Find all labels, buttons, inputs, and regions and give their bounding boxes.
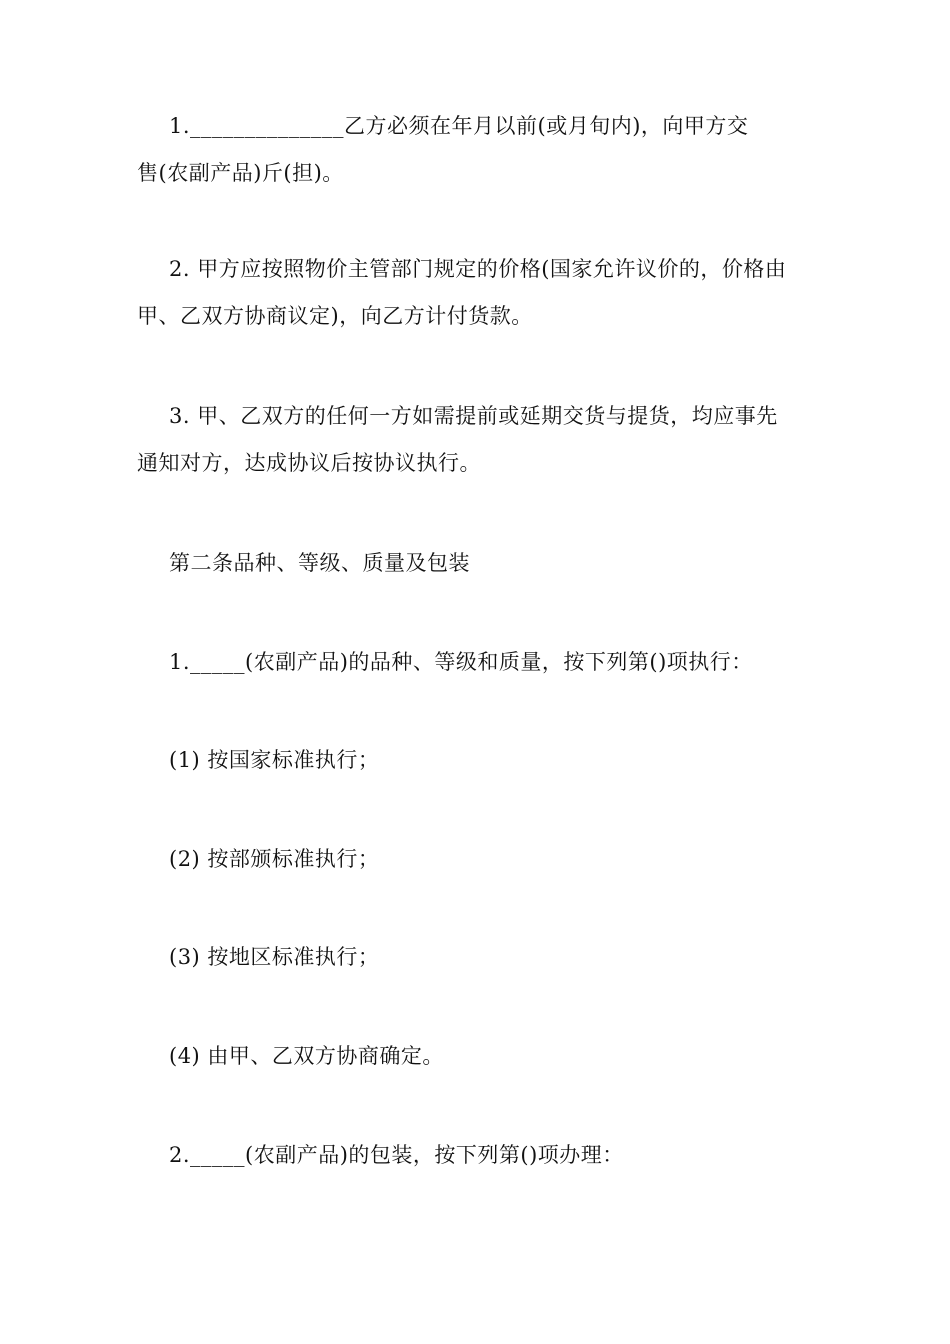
list-item: (2) 按部颁标准执行； <box>169 847 380 871</box>
text-line: 甲、乙双方协商议定)，向乙方计付货款。 <box>137 304 533 328</box>
option-regional-standard <box>137 934 827 981</box>
list-item: (1) 按国家标准执行； <box>169 748 380 772</box>
clause-pricing <box>137 246 827 340</box>
article-two-heading <box>137 540 827 587</box>
text-line: 1.______________乙方必须在年月以前(或月旬内)，向甲方交 <box>169 114 749 138</box>
list-item: (3) 按地区标准执行； <box>169 945 380 969</box>
clause-quality-standard <box>137 639 827 686</box>
text-line: 通知对方，达成协议后按协议执行。 <box>137 451 481 475</box>
text-line: 2._____(农副产品)的包装，按下列第()项办理： <box>169 1143 624 1167</box>
clause-early-late-delivery <box>137 393 827 487</box>
option-ministry-standard <box>137 836 827 883</box>
list-item: (4) 由甲、乙双方协商确定。 <box>169 1044 444 1068</box>
text-line: 3. 甲、乙双方的任何一方如需提前或延期交货与提货，均应事先 <box>169 404 778 428</box>
text-line: 售(农副产品)斤(担)。 <box>137 161 344 185</box>
option-national-standard <box>137 737 827 784</box>
text-line: 2. 甲方应按照物价主管部门规定的价格(国家允许议价的，价格由 <box>169 257 787 281</box>
option-mutual-agreement <box>137 1033 827 1080</box>
clause-delivery-deadline <box>137 103 827 197</box>
section-heading: 第二条品种、等级、质量及包装 <box>169 551 470 575</box>
clause-packaging <box>137 1132 827 1179</box>
text-line: 1._____(农副产品)的品种、等级和质量，按下列第()项执行： <box>169 650 753 674</box>
